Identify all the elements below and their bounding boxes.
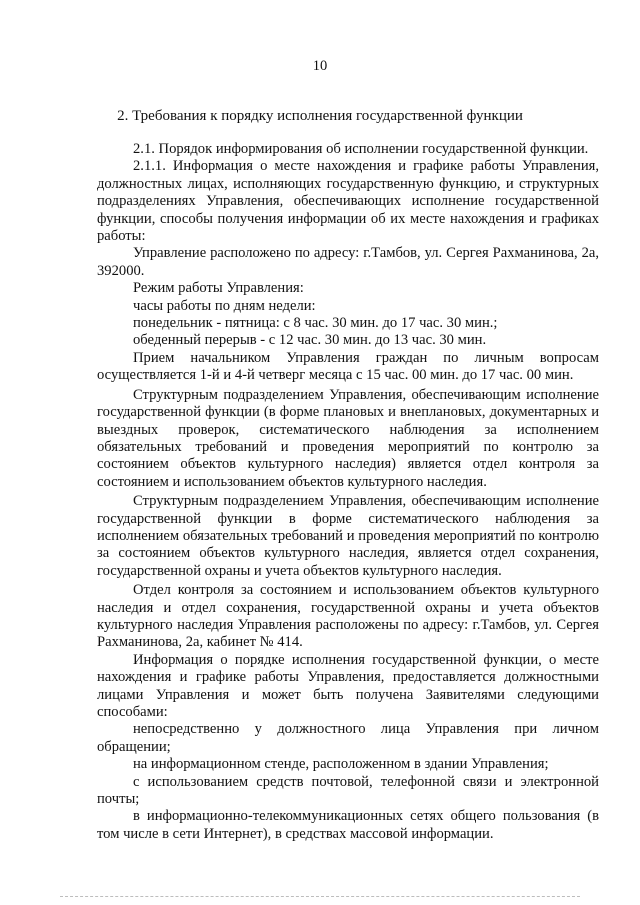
- document-body: [97, 141, 599, 843]
- paragraph-work-mode: Режим работы Управления:: [133, 280, 304, 297]
- page-number: 10: [312, 58, 328, 74]
- page-bottom-edge: [60, 896, 580, 897]
- paragraph-2-1: 2.1. Порядок информирования об исполнении государственной функции.: [133, 141, 589, 157]
- list-item-mail-phone: с использованием средств почтовой, телефонной связи и электронной почты;: [97, 773, 599, 808]
- paragraph-preservation-department: Структурным подразделением Управления, обеспечивающим исполнение государственной функции в форме систематического наблюдения за исполнением обязательных требований и проведения мероприятий по контролю за состоянием объектов культурного наследия, является отдел сохранения, государственной охраны и учета объектов культурного наследия.: [97, 493, 599, 579]
- section-title: 2. Требования к порядку исполнения государственной функции: [117, 108, 523, 124]
- paragraph-departments-address: Отдел контроля за состоянием и использованием объектов культурного наследия и отдел сохранения, государственной охраны и учета объектов культурного наследия Управления расположены по адресу: г.Тамбов, ул. Сергея Рахманинова, 2а, кабинет № 414.: [97, 582, 599, 651]
- paragraph-work-hours-label: часы работы по дням недели:: [133, 297, 316, 314]
- paragraph-address: Управление расположено по адресу: г.Тамбов, ул. Сергея Рахманинова, 2а, 392000.: [97, 245, 599, 279]
- paragraph-information-order: Информация о порядке исполнения государственной функции, о месте нахождения и графике работы Управления, предоставляется должностными лицами Управления и может быть получена Заявителями следующими способами:: [97, 651, 599, 720]
- paragraph-reception: Прием начальником Управления граждан по личным вопросам осуществляется 1-й и 4-й четверг месяца с 15 час. 00 мин. до 17 час. 00 мин.: [97, 349, 599, 384]
- paragraph-lunch-break: обеденный перерыв - с 12 час. 30 мин. до 13 час. 30 мин.: [133, 332, 487, 349]
- list-item-internet: в информационно-телекоммуникационных сетях общего пользования (в том числе в сети Интернет), в средствах массовой информации.: [97, 808, 599, 842]
- paragraph-weekdays: понедельник - пятница: с 8 час. 30 мин. до 17 час. 30 мин.;: [133, 315, 498, 332]
- paragraph-control-department: Структурным подразделением Управления, обеспечивающим исполнение государственной функции (в форме плановых и внеплановых, документарных и выездных проверок, систематического наблюдения за исполнением обязательных требований и проведения мероприятий по контролю за состоянием объектов культурного наследия) является отдел контроля за состоянием и использованием объектов культурного наследия.: [97, 386, 599, 490]
- paragraph-2-1-1: 2.1.1. Информация о месте нахождения и графике работы Управления, должностных лицах, исполняющих государственную функцию, и структурных подразделениях Управления, обеспечивающих исполнение государственной функции, способы получения информации об их месте нахождения и графиках работы:: [97, 158, 599, 245]
- list-item-in-person: непосредственно у должностного лица Управления при личном обращении;: [97, 721, 599, 755]
- list-item-info-stand: на информационном стенде, расположенном в здании Управления;: [133, 756, 549, 773]
